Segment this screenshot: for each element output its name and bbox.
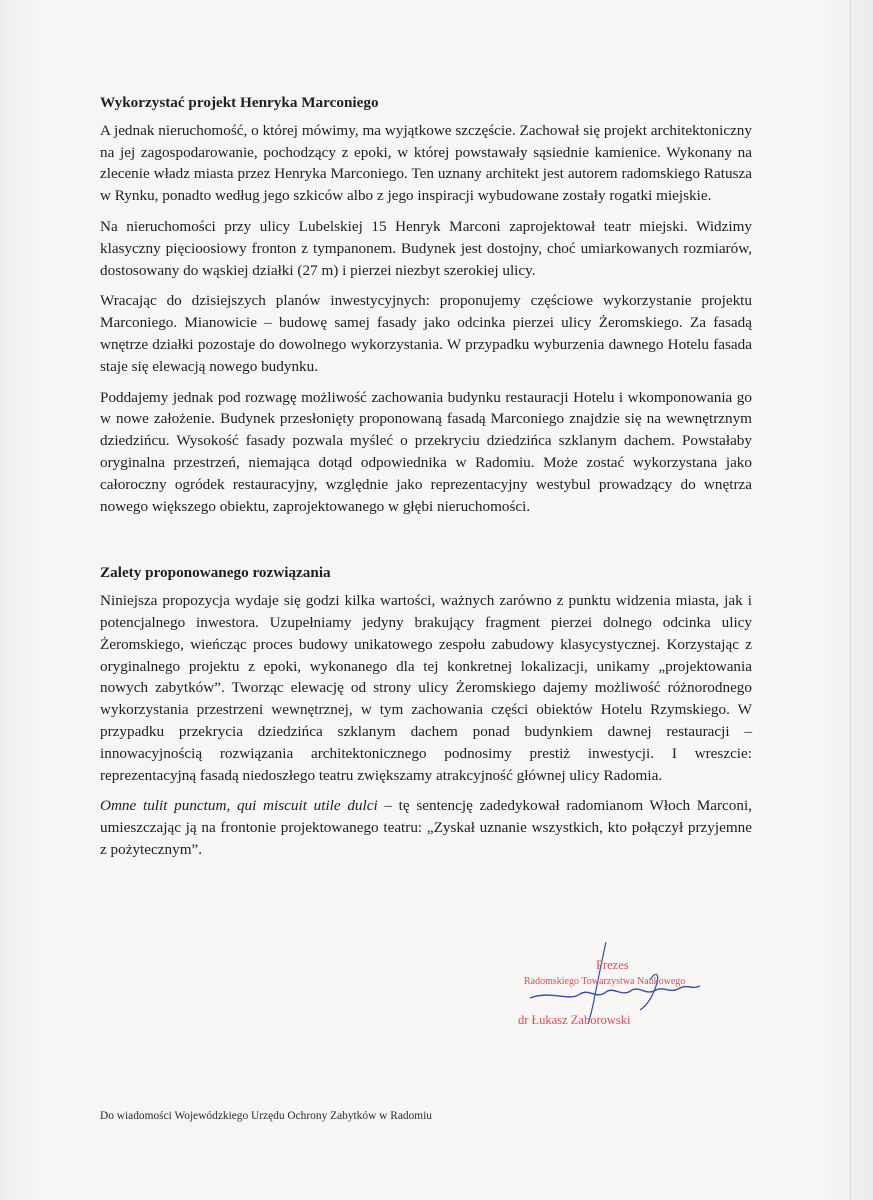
signature-name: dr Łukasz Zaborowski	[518, 1013, 631, 1027]
section-gap	[100, 526, 752, 562]
footer-note: Do wiadomości Wojewódzkiego Urzędu Ochrony Zabytków w Radomiu	[100, 1110, 432, 1122]
latin-quote: Omne tulit punctum, qui miscuit utile dulci	[100, 797, 378, 815]
signature-stamp	[510, 940, 730, 1040]
document-body	[100, 92, 752, 870]
quote-continuation: – tę sentencję zadedykował radomianom Włoch Marconi, umieszczając ją na frontonie projektowanego teatru: „Zyskał uznanie wszystkich, kto połączył przyjemne z pożytecznym”.	[100, 797, 752, 858]
quote-paragraph	[100, 795, 752, 860]
paragraph: Poddajemy jednak pod rozwagę możliwość zachowania budynku restauracji Hotelu i wkomponowania go w nowe założenie. Budynek przesłonięty proponowaną fasadą Marconiego znajdzie się na wewnętrznym dziedzińcu. Wysokość fasady pozwala myśleć o przekryciu dziedzińca szklanym dachem. Powstałaby oryginalna przestrzeń, niemająca dotąd odpowiednika w Radomiu. Może zostać wykorzystana jako całoroczny ogródek restauracyjny, względnie jako reprezentacyjny westybul prowadzący do wnętrza nowego większego obiektu, zaprojektowanego w głębi nieruchomości.	[100, 388, 752, 515]
paragraph: Niniejsza propozycja wydaje się godzi kilka wartości, ważnych zarówno z punktu widzenia miasta, jak i potencjalnego inwestora. Uzupełniamy jedyny brakujący fragment pierzei dolnego odcinka ulicy Żeromskiego, wieńcząc proces budowy unikatowego zespołu zabudowy klasycystycznej. Korzystając z oryginalnego projektu z epoki, wykonanego dla tej konkretnej lokalizacji, unikamy „projektowania nowych zabytków”. Tworząc elewację od strony ulicy Żeromskiego dajemy możliwość różnorodnego wykorzystania przestrzeni wewnętrznej, w tym zachowania części obiektów Hotelu Rzymskiego. W przypadku przekrycia dziedzińca szklanym dachem ponad budynkiem dawnej restauracji – innowacyjnością rozwiązania architektonicznego podnosimy prestiż inwestycji. I wreszcie: reprezentacyjną fasadą niedoszłego teatru zwiększamy atrakcyjność głównej ulicy Radomia.	[100, 592, 752, 784]
paragraph: Wracając do dzisiejszych planów inwestycyjnych: proponujemy częściowe wykorzystanie projektu Marconiego. Mianowicie – budowę samej fasady jako odcinka pierzei ulicy Żeromskiego. Za fasadą wnętrze działki pozostaje do dowolnego wykorzystania. W przypadku wyburzenia dawnego Hotelu fasada staje się elewacją nowego budynku.	[100, 292, 752, 375]
signature-title: Prezes	[596, 958, 629, 972]
section-heading-marconi: Wykorzystać projekt Henryka Marconiego	[100, 94, 379, 111]
paragraph: Na nieruchomości przy ulicy Lubelskiej 15 Henryk Marconi zaprojektował teatr miejski. Widzimy klasyczny pięcioosiowy fronton z tympanonem. Budynek jest dostojny, choć umiarkowanych rozmiarów, dostosowany do wąskiej działki (27 m) i pierzei niezbyt szerokiej ulicy.	[100, 217, 752, 279]
paragraph: A jednak nieruchomość, o której mówimy, ma wyjątkowe szczęście. Zachował się projekt architektoniczny na jej zagospodarowanie, pochodzący z epoki, w której powstawały sąsiednie kamienice. Wykonany na zlecenie władz miasta przez Henryka Marconiego. Ten uznany architekt jest autorem radomskiego Ratusza w Rynku, ponadto według jego szkiców albo z jego inspiracji wybudowane zostały rogatki miejskie.	[100, 121, 752, 205]
section-heading-advantages: Zalety proponowanego rozwiązania	[100, 564, 331, 582]
signature-organization: Radomskiego Towarzystwa Naukowego	[524, 976, 686, 987]
page-edge-line	[850, 0, 851, 1200]
